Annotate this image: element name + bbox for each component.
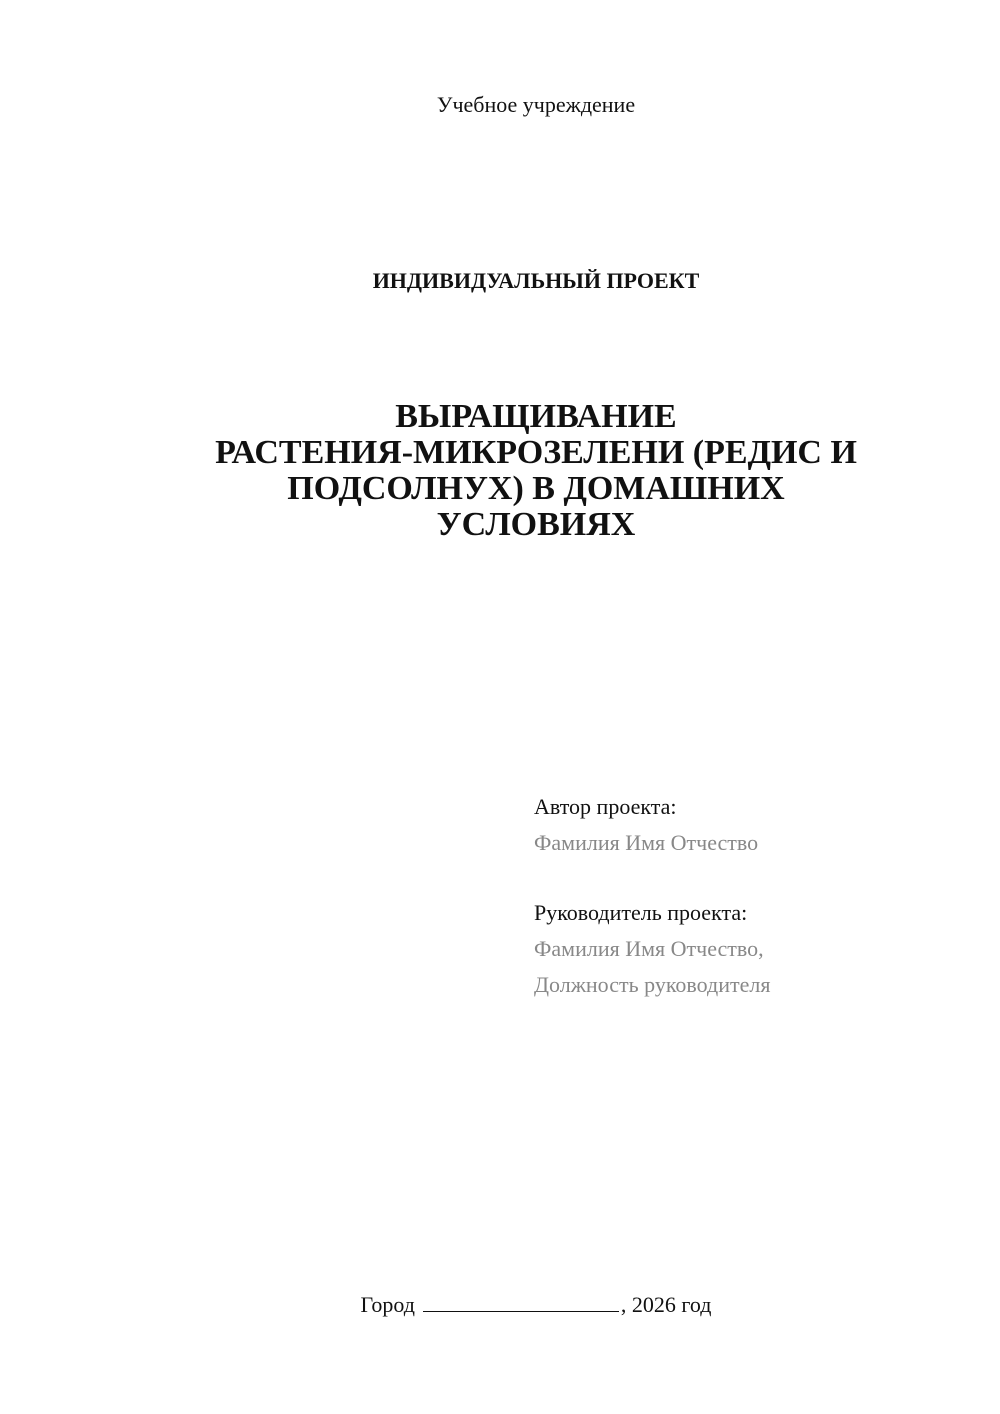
city-blank-line <box>423 1290 619 1312</box>
supervisor-position: Должность руководителя <box>534 972 771 997</box>
credits-block <box>534 789 974 1003</box>
supervisor-name: Фамилия Имя Отчество, <box>534 936 764 961</box>
institution-name: Учебное учреждение <box>436 92 636 117</box>
footer-city-year <box>0 1290 1000 1320</box>
year-text: , 2026 год <box>620 1292 712 1317</box>
city-label: Город <box>360 1292 415 1317</box>
project-title-line: ПОДСОЛНУХ) В ДОМАШНИХ <box>287 470 785 507</box>
project-title-line: ВЫРАЩИВАНИЕ <box>395 398 677 435</box>
spacer <box>534 861 974 895</box>
supervisor-label: Руководитель проекта: <box>534 900 748 925</box>
project-title-line: РАСТЕНИЯ-МИКРОЗЕЛЕНИ (РЕДИС И <box>215 434 857 471</box>
author-name: Фамилия Имя Отчество <box>534 830 759 855</box>
project-type-heading: ИНДИВИДУАЛЬНЫЙ ПРОЕКТ <box>372 268 700 293</box>
project-title-line: УСЛОВИЯХ <box>436 506 636 543</box>
author-label: Автор проекта: <box>534 794 677 819</box>
project-title <box>150 399 922 543</box>
